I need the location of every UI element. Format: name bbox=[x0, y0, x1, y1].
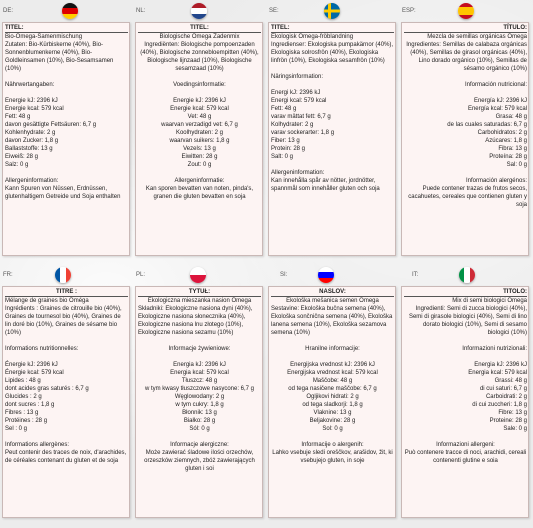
nutrition-row: od tega sladkorji: 1,8 g bbox=[302, 402, 363, 408]
nutrition-list bbox=[404, 97, 527, 169]
language-code: NL: bbox=[136, 8, 146, 14]
label-panel bbox=[268, 286, 396, 518]
nutrition-row: Protein: 28 g bbox=[271, 146, 306, 152]
nutrition-row: Fett: 48 g bbox=[271, 106, 297, 112]
panel-title: TYTUŁ: bbox=[138, 288, 261, 297]
language-code: IT: bbox=[412, 272, 419, 278]
allergen-text: Kan sporen bevatten van noten, pinda's, granen die gluten bevatten en soja bbox=[145, 186, 254, 200]
product-name: Biologische Omega Zadenmix bbox=[159, 34, 240, 40]
nutrition-row: Vlaknine: 13 g bbox=[313, 410, 352, 416]
sweden-flag-icon bbox=[324, 3, 340, 19]
allergen-text: Może zawierać śladowe ilości orzechów, orzeszków ziemnych, zbóż zawierających gluten i soi bbox=[144, 450, 255, 472]
allergen-text: Peut contenir des traces de noix, d'arachides, de céréales contenant du gluten et de soja bbox=[5, 450, 127, 464]
product-name: Mezcla de semillas orgánicas Omega bbox=[427, 34, 527, 40]
nutrition-row: od tega nasičene maščobe: 6,7 g bbox=[288, 386, 377, 392]
label-panel bbox=[401, 22, 529, 256]
ingredients: Ingredienti: Semi di zucca biologici (40%), Semi di girasole biologici (40%), Semi di lino dorato biologici (10%), Semi di sesamo biologici (10%) bbox=[408, 306, 527, 336]
nutrition-list bbox=[138, 361, 261, 433]
nutrition-row: Proteína: 28 g bbox=[489, 154, 527, 160]
nutrition-row: Glucides : 2 g bbox=[5, 394, 42, 400]
nutrition-title: Nährwertangaben: bbox=[5, 82, 55, 88]
nutrition-row: Maščobe: 48 g bbox=[312, 378, 353, 384]
nutrition-row: Energía kcal: 579 kcal bbox=[467, 106, 527, 112]
allergen-title: Informacije o alergenih: bbox=[301, 442, 364, 448]
nutrition-list bbox=[271, 361, 394, 433]
ingredients: Ingredienser: Ekologiska pumpakärnor (40%), Ekologiska solrosfrön (40%), Ekologiska linfrön (10%), Ekologiska sesamfrön (10%) bbox=[271, 42, 394, 64]
ingredients: Składniki: Ekologiczne nasiona dyni (40%), Ekologiczne nasiona słonecznika (40%), Ekologiczne nasiona lnu złotego (10%), Ekologiczne nasiona sezamu (10%) bbox=[138, 306, 253, 336]
nutrition-row: Kolhydrater: 2 g bbox=[271, 122, 314, 128]
nutrition-row: Grassi: 48 g bbox=[494, 378, 527, 384]
nutrition-row: Energijska vrednost kJ: 2396 kJ bbox=[290, 362, 375, 368]
nutrition-row: Ogljikovi hidrati: 2 g bbox=[306, 394, 359, 400]
nutrition-row: Energia kJ: 2396 kJ bbox=[173, 362, 226, 368]
netherlands-flag-icon bbox=[191, 3, 207, 19]
nutrition-row: Białko: 28 g bbox=[183, 418, 216, 424]
section-fr bbox=[0, 264, 133, 528]
allergen-title: Informacje alergiczne: bbox=[170, 442, 229, 448]
nutrition-row: Kohlenhydrate: 2 g bbox=[5, 130, 56, 136]
section-nl bbox=[133, 0, 266, 264]
nutrition-row: Energia kcal: 579 kcal bbox=[170, 370, 229, 376]
nutrition-row: Vet: 48 g bbox=[187, 114, 212, 120]
nutrition-row: Fibres : 13 g bbox=[5, 410, 39, 416]
nutrition-row: Vezels: 13 g bbox=[183, 146, 216, 152]
nutrition-row: Energi kcal: 579 kcal bbox=[271, 98, 327, 104]
allergen-title: Informations allergènes: bbox=[5, 442, 70, 448]
ingredients: Ingrediënten: Biologische pompoenzaden (40%), Biologische zonnebloempitten (40%), Biologische lijnzaad (10%), Biologische sesamzaad (10%) bbox=[140, 42, 259, 72]
language-code: PL: bbox=[136, 272, 146, 278]
nutrition-row: dont sucres : 1,8 g bbox=[5, 402, 55, 408]
nutrition-row: Sol: 0 g bbox=[322, 426, 343, 432]
nutrition-row: davon Zucker: 1,8 g bbox=[5, 138, 59, 144]
product-name: Ekologisk Omega-fröblandning bbox=[271, 34, 354, 40]
nutrition-row: di cui saturi: 6,7 g bbox=[479, 386, 527, 392]
nutrition-list bbox=[271, 89, 394, 161]
allergen-title: Allergeninformation: bbox=[5, 178, 59, 184]
nutrition-title: Hranilne informacije: bbox=[305, 346, 360, 352]
nutrition-row: waarvan suikers: 1,8 g bbox=[169, 138, 230, 144]
nutrition-row: Fibra: 13 g bbox=[498, 146, 527, 152]
nutrition-list bbox=[5, 97, 128, 169]
label-panel bbox=[401, 286, 529, 518]
nutrition-row: Energi kJ: 2396 kJ bbox=[271, 90, 321, 96]
label-panel bbox=[135, 286, 263, 518]
nutrition-row: w tym kwasy tłuszczowe nasycone: 6,7 g bbox=[144, 386, 255, 392]
panel-title: TITEL: bbox=[138, 24, 261, 33]
nutrition-row: Tłuszcz: 48 g bbox=[181, 378, 218, 384]
nutrition-row: Energijska vrednost kcal: 579 kcal bbox=[287, 370, 378, 376]
nutrition-row: Salz: 0 g bbox=[5, 162, 29, 168]
nutrition-row: Energie kcal: 579 kcal bbox=[170, 106, 229, 112]
language-code: SE: bbox=[269, 8, 279, 14]
panel-title: TITEL: bbox=[271, 24, 394, 33]
nutrition-row: Eiwitten: 28 g bbox=[181, 154, 218, 160]
france-flag-icon bbox=[55, 267, 71, 283]
nutrition-row: Błonnik: 13 g bbox=[182, 410, 217, 416]
nutrition-row: w tym cukry: 1,8 g bbox=[175, 402, 224, 408]
nutrition-row: Énergie kcal: 579 kcal bbox=[5, 370, 64, 376]
nutrition-title: Informacje żywieniowe: bbox=[168, 346, 231, 352]
allergen-title: Informazioni allergeni: bbox=[436, 442, 495, 448]
nutrition-row: Carboidrati: 2 g bbox=[485, 394, 527, 400]
nutrition-row: Fett: 48 g bbox=[5, 114, 31, 120]
nutrition-row: di cui zuccheri: 1,8 g bbox=[472, 402, 527, 408]
italy-flag-icon bbox=[459, 267, 475, 283]
section-se bbox=[266, 0, 399, 264]
spain-flag-icon bbox=[458, 3, 474, 19]
ingredients: Sestavine: Ekološka bučna semena (40%), Ekološka sončnična semena (40%), Ekološka lanena semena (10%), Ekološka sezamova semena (10%) bbox=[271, 306, 393, 336]
nutrition-row: Zout: 0 g bbox=[187, 162, 212, 168]
nutrition-row: davon gesättigte Fettsäuren: 6,7 g bbox=[5, 122, 97, 128]
language-code: SI: bbox=[280, 272, 288, 278]
allergen-text: Kann Spuren von Nüssen, Erdnüssen, glutenhaltigem Getreide und Soja enthalten bbox=[5, 186, 121, 200]
nutrition-row: Grasa: 48 g bbox=[495, 114, 527, 120]
panel-title: TITRE : bbox=[5, 288, 128, 297]
label-panel bbox=[268, 22, 396, 256]
nutrition-title: Voedingsinformatie: bbox=[173, 82, 226, 88]
panel-title: NASLOV: bbox=[271, 288, 394, 297]
panel-title: TITOLO: bbox=[404, 288, 527, 297]
nutrition-row: Fibre: 13 g bbox=[498, 410, 527, 416]
nutrition-row: Sale: 0 g bbox=[503, 426, 527, 432]
allergen-text: Può contenere tracce di noci, arachidi, cereali contenenti glutine e soia bbox=[404, 450, 527, 464]
nutrition-row: Carbohidratos: 2 g bbox=[477, 130, 527, 136]
allergen-title: Allergeninformatie: bbox=[174, 178, 225, 184]
label-panel bbox=[135, 22, 263, 256]
slovenia-flag-icon bbox=[318, 267, 334, 283]
nutrition-row: dont acides gras saturés : 6,7 g bbox=[5, 386, 89, 392]
allergen-title: Información alergénos: bbox=[465, 178, 527, 184]
product-name: Bio-Omega-Samenmischung bbox=[5, 34, 83, 40]
nutrition-row: Energie kcal: 579 kcal bbox=[5, 106, 64, 112]
nutrition-row: Energia kcal: 579 kcal bbox=[468, 370, 527, 376]
nutrition-row: Azúcares: 1,8 g bbox=[485, 138, 527, 144]
allergen-title: Allergeninformation: bbox=[271, 170, 325, 176]
nutrition-row: waarvan verzadigd vet: 6,7 g bbox=[161, 122, 238, 128]
nutrition-row: Energía kJ: 2396 kJ bbox=[473, 98, 527, 104]
nutrition-row: Sel : 0 g bbox=[5, 426, 28, 432]
nutrition-row: Énergie kJ: 2396 kJ bbox=[5, 362, 58, 368]
nutrition-list bbox=[404, 361, 527, 433]
allergen-text: Lahko vsebuje sledi oreščkov, arašidov, žit, ki vsebujejo gluten, in soje bbox=[272, 450, 393, 464]
allergen-text: Puede contener trazas de frutos secos, cacahuetes, cereales que contienen gluten y soja bbox=[408, 186, 527, 208]
product-name: Mix di semi biologici Omega bbox=[452, 298, 527, 304]
ingredients: Zutaten: Bio-Kürbiskerne (40%), Bio-Sonnenblumenkerne (40%), Bio-Goldleinsamen (10%), Bio-Sesamsamen (10%) bbox=[5, 42, 114, 72]
nutrition-title: Informations nutritionnelles: bbox=[5, 346, 79, 352]
ingredients: Ingredientes: Semillas de calabaza orgánicas (40%), Semillas de girasol orgánicas (40%), Lino dorado orgánico (10%), Semillas de sésamo orgánico (10%) bbox=[406, 42, 527, 72]
nutrition-row: Beljakovine: 28 g bbox=[309, 418, 356, 424]
section-de bbox=[0, 0, 133, 264]
label-panel bbox=[2, 286, 130, 518]
language-code: ESP: bbox=[402, 8, 416, 14]
section-pl bbox=[133, 264, 266, 528]
section-it bbox=[399, 264, 532, 528]
panel-title: TITEL: bbox=[5, 24, 128, 33]
panel-title: TÍTULO: bbox=[404, 24, 527, 33]
nutrition-row: Koolhydraten: 2 g bbox=[175, 130, 224, 136]
nutrition-title: Información nutricional: bbox=[464, 82, 527, 88]
label-panel bbox=[2, 22, 130, 256]
nutrition-row: Salt: 0 g bbox=[271, 154, 294, 160]
nutrition-row: Eiweiß: 28 g bbox=[5, 154, 39, 160]
nutrition-row: Sól: 0 g bbox=[189, 426, 210, 432]
allergen-text: Kan innehålla spår av nötter, jordnötter, spannmål som innehåller gluten och soja bbox=[271, 178, 380, 192]
section-si bbox=[266, 264, 399, 528]
product-name: Ekologiczna mieszanka nasion Omega bbox=[147, 298, 252, 304]
nutrition-row: Węglowodany: 2 g bbox=[174, 394, 225, 400]
nutrition-row: Energia kJ: 2396 kJ bbox=[474, 362, 527, 368]
nutrition-row: Energie kJ: 2396 kJ bbox=[5, 98, 58, 104]
product-name: Mélange de graines bio Oméga bbox=[5, 298, 89, 304]
nutrition-title: Näringsinformation: bbox=[271, 74, 324, 80]
nutrition-row: Protéines : 28 g bbox=[5, 418, 48, 424]
nutrition-row: Sal: 0 g bbox=[506, 162, 527, 168]
language-code: FR: bbox=[3, 272, 13, 278]
nutrition-row: Fiber: 13 g bbox=[271, 138, 300, 144]
nutrition-list bbox=[138, 97, 261, 169]
nutrition-list bbox=[5, 361, 128, 433]
ingredients: Ingrédients : Graines de citrouille bio (40%), Graines de tournesol bio (40%), Graines de lin doré bio (10%), Graines de sésame bio (10%) bbox=[5, 306, 122, 336]
poland-flag-icon bbox=[190, 267, 206, 283]
language-code: DE: bbox=[3, 8, 14, 14]
germany-flag-icon bbox=[62, 3, 78, 19]
nutrition-row: varav mättat fett: 6,7 g bbox=[271, 114, 331, 120]
section-esp bbox=[399, 0, 532, 264]
nutrition-row: Proteine: 28 g bbox=[489, 418, 527, 424]
nutrition-row: Lipides : 48 g bbox=[5, 378, 41, 384]
nutrition-title: Informazioni nutrizionali: bbox=[462, 346, 527, 352]
nutrition-row: Energie kJ: 2396 kJ bbox=[173, 98, 226, 104]
nutrition-row: Ballaststoffe: 13 g bbox=[5, 146, 53, 152]
nutrition-row: varav sockerarter: 1,8 g bbox=[271, 130, 335, 136]
product-name: Ekološka mešanica semen Omega bbox=[286, 298, 379, 304]
nutrition-row: de las cuales saturadas: 6,7 g bbox=[447, 122, 527, 128]
